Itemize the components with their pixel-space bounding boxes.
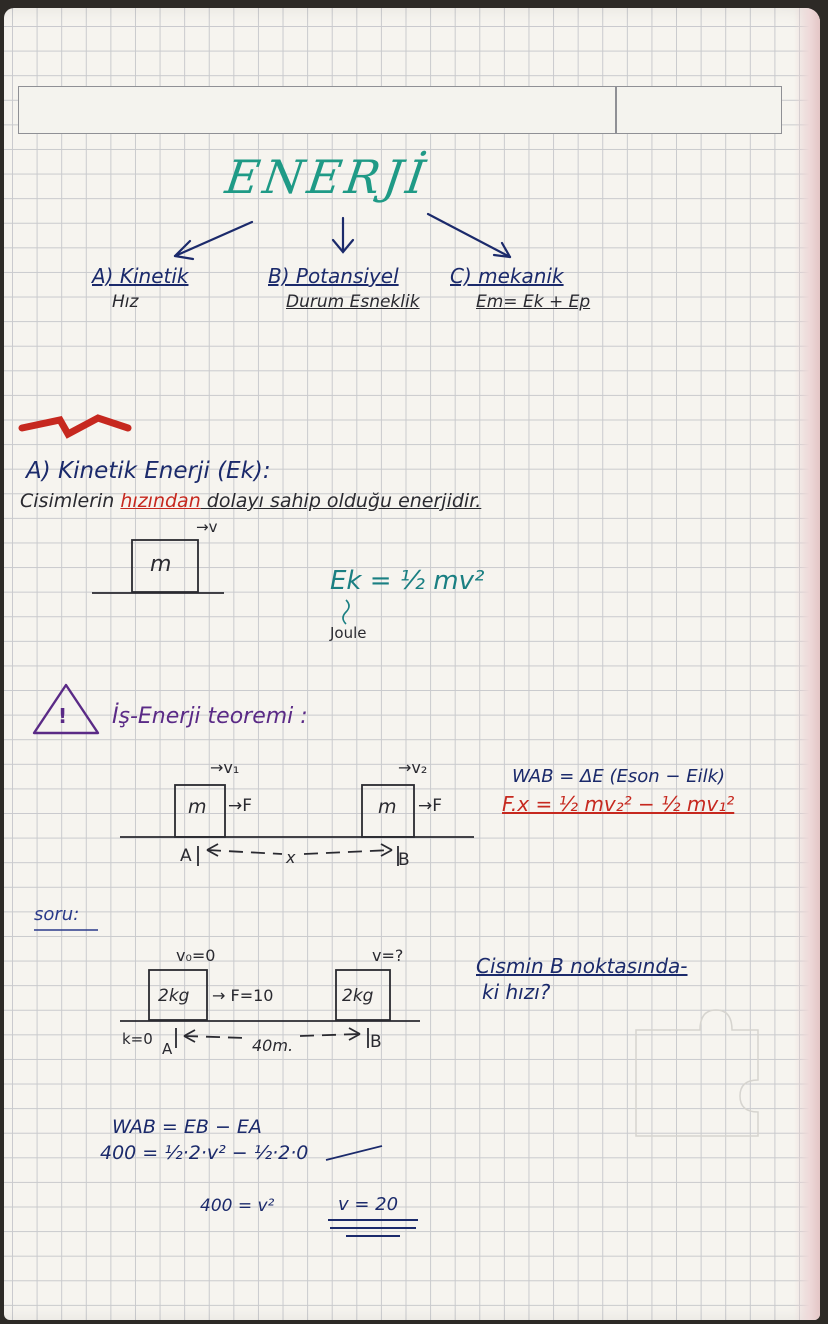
kinetic-velocity-label: →v bbox=[196, 518, 218, 536]
theorem-block-b-label: m bbox=[378, 796, 397, 818]
category-potansiyel: B) Potansiyel bbox=[268, 264, 399, 288]
question-mass-2: 2kg bbox=[342, 986, 374, 1006]
solution-line-3: 400 = v² bbox=[200, 1196, 275, 1216]
theorem-point-a: A bbox=[180, 846, 192, 866]
solution-line-1: WAB = EB − EA bbox=[112, 1116, 262, 1138]
header-divider bbox=[615, 87, 617, 133]
theorem-title: İş-Enerji teoremi : bbox=[112, 704, 308, 729]
theorem-force-b: →F bbox=[418, 796, 443, 816]
definition-end: dolayı sahip olduğu enerjidir. bbox=[200, 490, 482, 512]
page-edge bbox=[794, 8, 820, 1320]
definition-start: Cisimlerin bbox=[20, 490, 121, 512]
category-potansiyel-sub: Durum Esneklik bbox=[286, 292, 420, 312]
category-kinetik-sub: Hız bbox=[112, 292, 139, 312]
question-point-b: B bbox=[370, 1032, 382, 1052]
question-text-2: ki hızı? bbox=[482, 980, 551, 1004]
kinetic-heading-text: A) Kinetik Enerji (Ek): bbox=[26, 458, 271, 484]
definition-highlight: hızından bbox=[120, 490, 201, 512]
theorem-formula-2: F.x = ½ mv₂² − ½ mv₁² bbox=[502, 792, 735, 816]
question-mass-1: 2kg bbox=[158, 986, 190, 1006]
category-mekanik: C) mekanik bbox=[450, 264, 564, 288]
category-mekanik-sub: Em= Ek + Ep bbox=[476, 292, 591, 312]
theorem-block-a-label: m bbox=[188, 796, 207, 818]
theorem-distance: x bbox=[286, 848, 296, 867]
theorem-force-a: →F bbox=[228, 796, 253, 816]
theorem-point-b: B bbox=[398, 850, 410, 870]
warning-mark: ! bbox=[58, 704, 68, 728]
solution-line-2: 400 = ½·2·v² − ½·2·0 bbox=[100, 1142, 309, 1164]
kinetic-definition bbox=[20, 490, 481, 512]
question-v-unknown: v=? bbox=[372, 946, 404, 965]
solution-answer: v = 20 bbox=[338, 1194, 399, 1215]
category-kinetik: A) Kinetik bbox=[92, 264, 189, 288]
question-k: k=0 bbox=[122, 1030, 153, 1048]
kinetic-block-label: m bbox=[150, 552, 172, 577]
question-text-1: Cismin B noktasında- bbox=[476, 954, 688, 978]
theorem-v1: →v₁ bbox=[210, 758, 240, 777]
kinetic-formula: Ek = ½ mv² bbox=[330, 566, 485, 596]
theorem-v2: →v₂ bbox=[398, 758, 428, 777]
page-title: ENERJİ bbox=[222, 150, 433, 204]
question-force: → F=10 bbox=[212, 986, 274, 1005]
question-point-a: A bbox=[162, 1040, 173, 1058]
question-distance: 40m. bbox=[252, 1036, 294, 1055]
question-v0: v₀=0 bbox=[176, 946, 216, 965]
joule-unit: Joule bbox=[330, 624, 367, 642]
theorem-formula-1: WAB = ΔE (Eson − Eilk) bbox=[512, 766, 726, 787]
header-box bbox=[18, 86, 782, 134]
question-label: soru: bbox=[34, 904, 80, 925]
kinetic-heading bbox=[26, 458, 271, 484]
